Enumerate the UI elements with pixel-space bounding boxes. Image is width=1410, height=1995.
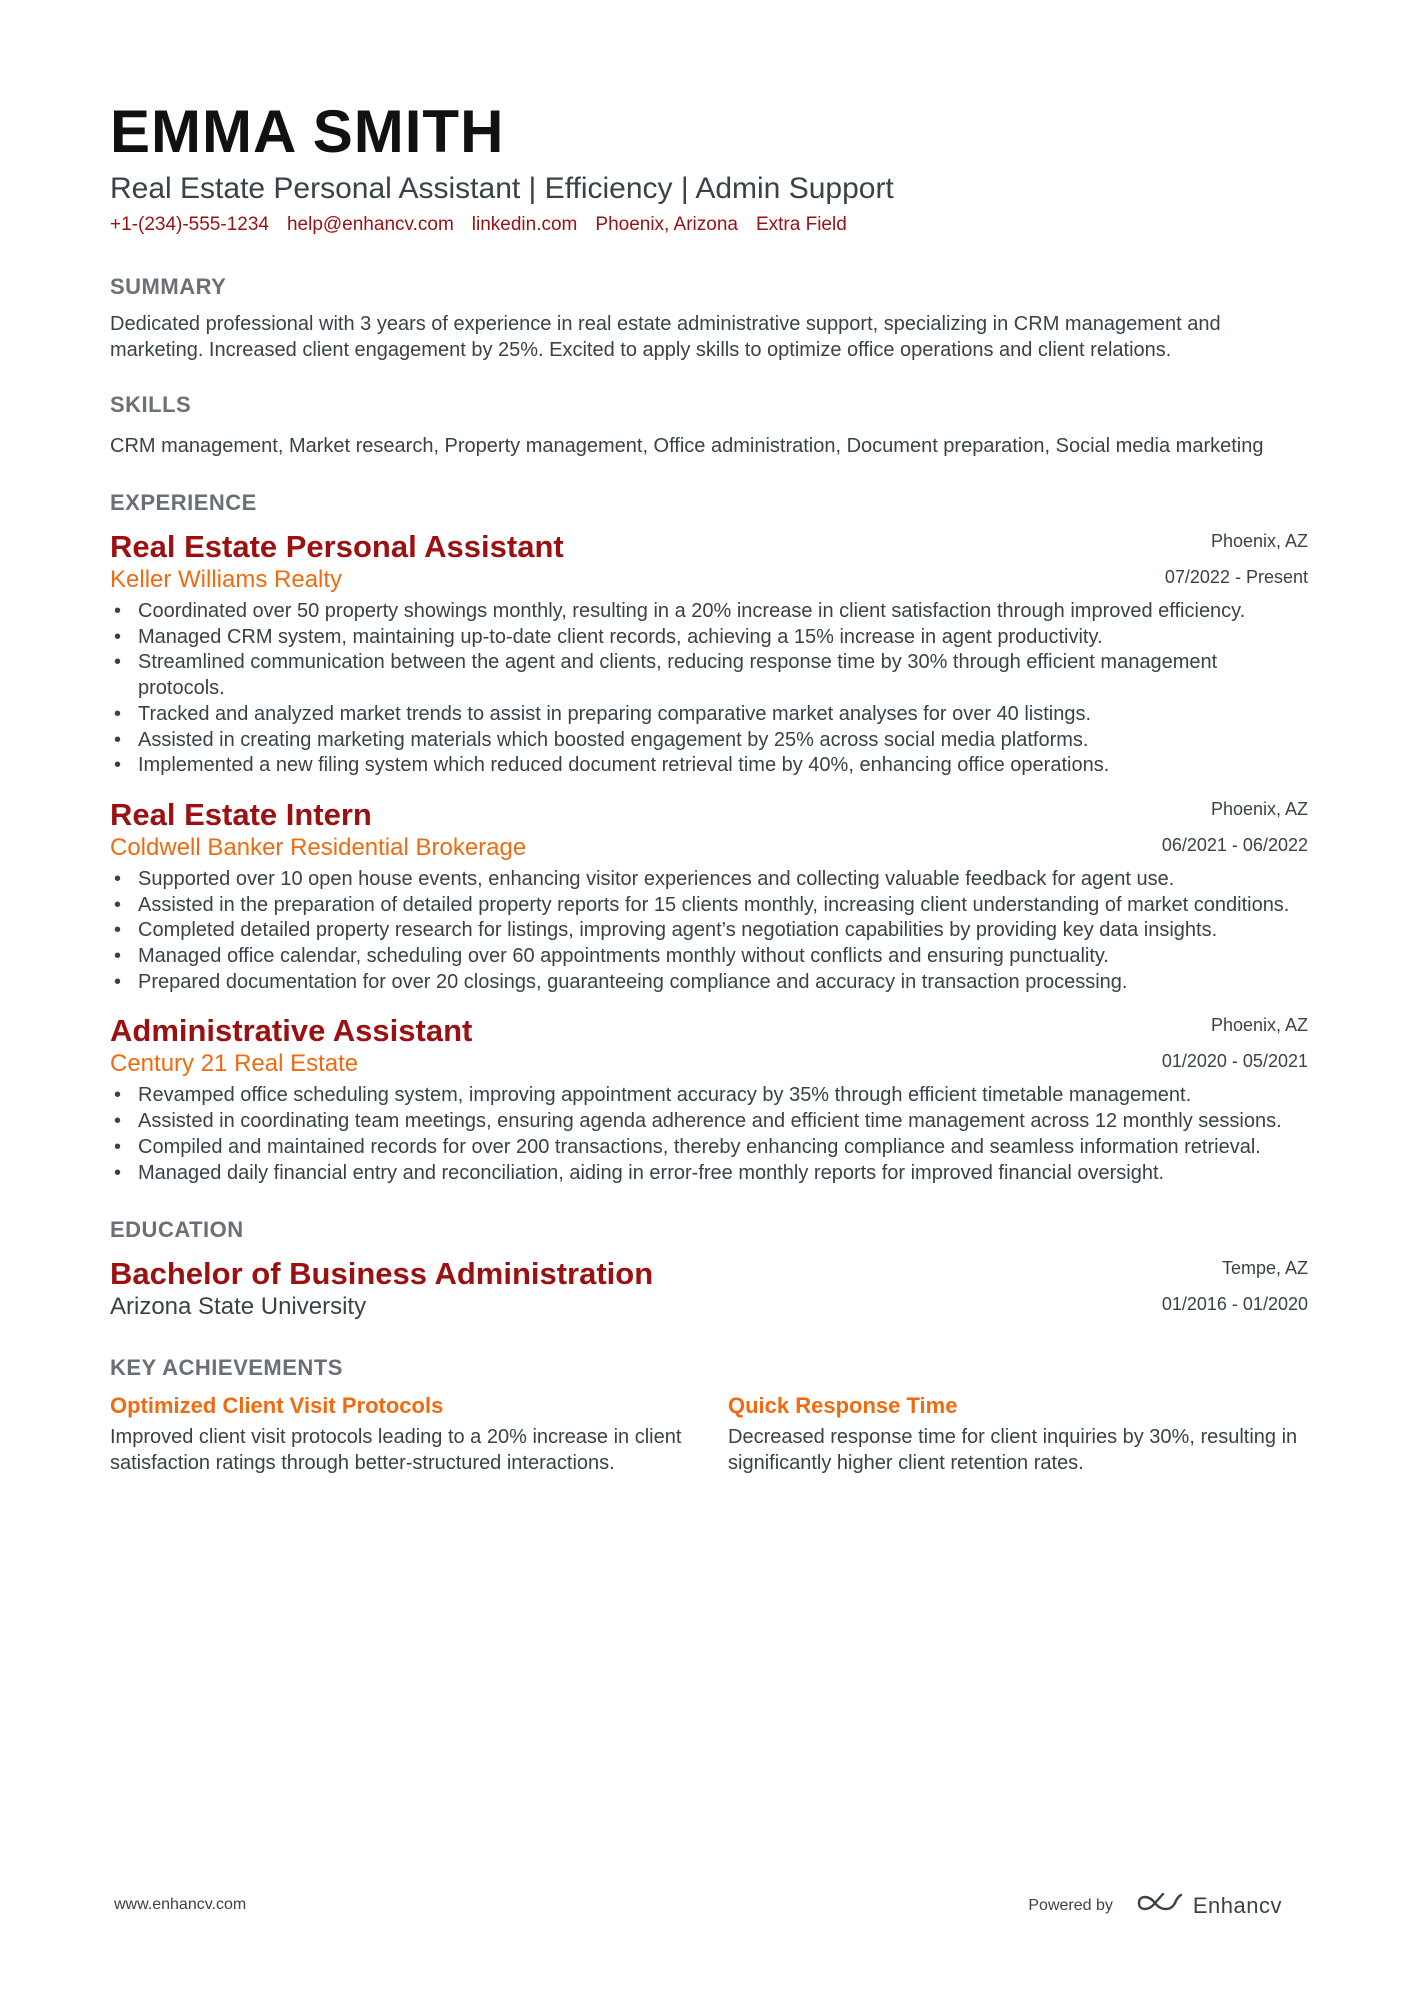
list-item: • Assisted in the preparation of detailed property reports for 15 clients monthly, increasing client understanding of market conditions. [110, 893, 1308, 919]
list-item: • Streamlined communication between the agent and clients, reducing response time by 30% through efficient management protocols. [110, 650, 1308, 701]
education-meta [1162, 1256, 1308, 1314]
list-item: • Supported over 10 open house events, enhancing visitor experiences and collecting valuable feedback for agent use. [110, 867, 1308, 893]
job-dates: 01/2020 - 05/2021 [1161, 1051, 1308, 1072]
page-footer [0, 1888, 1410, 1928]
contact-phone[interactable]: +1-(234)-555-1234 [110, 214, 269, 235]
experience-entry [110, 529, 1308, 779]
job-meta [1165, 529, 1308, 587]
achievement-text: Decreased response time for client inquiries by 30%, resulting in significantly higher client retention rates. [728, 1426, 1298, 1475]
achievement-title: Optimized Client Visit Protocols [110, 1393, 444, 1419]
contact-extra: Extra Field [755, 214, 847, 235]
list-item: • Compiled and maintained records for over 200 transactions, thereby enhancing compliance and seamless information retrieval. [110, 1135, 1308, 1161]
contact-email[interactable]: help@enhancv.com [286, 214, 454, 235]
contact-location: Phoenix, Arizona [595, 214, 738, 235]
job-title: Real Estate Personal Assistant [110, 529, 564, 564]
skills-section [110, 391, 1308, 459]
skills-text: CRM management, Market research, Property management, Office administration, Document preparation, Social media marketing [110, 435, 1264, 457]
company-name: Coldwell Banker Residential Brokerage [110, 833, 527, 861]
degree-title: Bachelor of Business Administration [110, 1256, 654, 1292]
list-item: • Tracked and analyzed market trends to assist in preparing comparative market analyses for over 40 listings. [110, 702, 1308, 728]
list-item: • Managed daily financial entry and reconciliation, aiding in error-free monthly reports for improved financial oversight. [110, 1161, 1308, 1187]
achievement-item [728, 1392, 1306, 1476]
job-location: Phoenix, AZ [1210, 531, 1308, 551]
job-meta [1162, 1013, 1308, 1071]
education-dates: 01/2016 - 01/2020 [1161, 1294, 1308, 1315]
list-item: • Managed office calendar, scheduling over 60 appointments monthly without conflicts and ensuring punctuality. [110, 944, 1308, 970]
brand-logo[interactable] [1135, 1890, 1282, 1921]
list-item: • Revamped office scheduling system, improving appointment accuracy by 35% through efficient timetable management. [110, 1083, 1308, 1109]
experience-section [110, 489, 1308, 1186]
job-title: Real Estate Intern [110, 796, 372, 832]
job-bullets [110, 867, 1308, 996]
contact-info [110, 212, 1308, 238]
list-item: • Assisted in creating marketing materials which boosted engagement by 25% across social media platforms. [110, 728, 1308, 754]
school-name: Arizona State University [110, 1293, 367, 1321]
list-item: • Completed detailed property research for listings, improving agent’s negotiation capabilities by providing key data insights. [110, 918, 1308, 944]
list-item: • Implemented a new filing system which reduced document retrieval time by 40%, enhancing office operations. [110, 753, 1308, 779]
footer-branding [1028, 1890, 1282, 1921]
section-title-achievements: KEY ACHIEVEMENTS [110, 1355, 343, 1381]
candidate-headline: Real Estate Personal Assistant | Efficiency | Admin Support [110, 172, 894, 205]
education-location: Tempe, AZ [1221, 1258, 1308, 1279]
section-title-experience: EXPERIENCE [110, 490, 257, 515]
summary-section [110, 273, 1308, 363]
candidate-name: EMMA SMITH [110, 98, 505, 165]
enhancv-logo-icon [1135, 1890, 1183, 1921]
job-bullets [110, 599, 1308, 779]
list-item: • Coordinated over 50 property showings monthly, resulting in a 20% increase in client satisfaction through improved efficiency. [110, 599, 1308, 625]
powered-by-label: Powered by [1028, 1896, 1113, 1914]
footer-website[interactable]: www.enhancv.com [114, 1896, 247, 1913]
achievements-section [110, 1354, 1308, 1476]
company-name: Keller Williams Realty [110, 566, 343, 593]
achievement-title: Quick Response Time [728, 1393, 958, 1419]
job-dates: 06/2021 - 06/2022 [1161, 834, 1308, 855]
list-item: • Assisted in coordinating team meetings, ensuring agenda adherence and efficient time management across 12 monthly sessions. [110, 1109, 1308, 1135]
section-title-summary: SUMMARY [110, 274, 227, 299]
job-bullets [110, 1083, 1308, 1186]
summary-text: Dedicated professional with 3 years of experience in real estate administrative support, specializing in CRM management and marketing. Increased client engagement by 25%. Excited to apply skills to optimize office operations and client relations. [110, 313, 1221, 361]
job-title: Administrative Assistant [110, 1013, 473, 1049]
company-name: Century 21 Real Estate [110, 1050, 359, 1078]
education-entry [110, 1256, 1308, 1322]
section-title-skills: SKILLS [110, 392, 192, 417]
achievement-text: Improved client visit protocols leading to a 20% increase in client satisfaction ratings through better-structured interactions. [110, 1426, 682, 1475]
achievements-grid [110, 1392, 1308, 1476]
job-meta [1162, 797, 1308, 855]
job-location: Phoenix, AZ [1210, 1015, 1308, 1036]
experience-entry [110, 797, 1308, 996]
experience-entry [110, 1013, 1308, 1186]
education-section [110, 1216, 1308, 1322]
job-dates: 07/2022 - Present [1164, 567, 1308, 587]
brand-name: Enhancv [1192, 1892, 1282, 1918]
resume-page [110, 96, 1308, 1476]
achievement-item [110, 1392, 688, 1476]
job-location: Phoenix, AZ [1210, 798, 1308, 819]
list-item: • Managed CRM system, maintaining up-to-date client records, achieving a 15% increase in agent productivity. [110, 625, 1308, 651]
contact-linkedin[interactable]: linkedin.com [471, 214, 578, 235]
list-item: • Prepared documentation for over 20 closings, guaranteeing compliance and accuracy in transaction processing. [110, 970, 1308, 996]
section-title-education: EDUCATION [110, 1217, 244, 1243]
